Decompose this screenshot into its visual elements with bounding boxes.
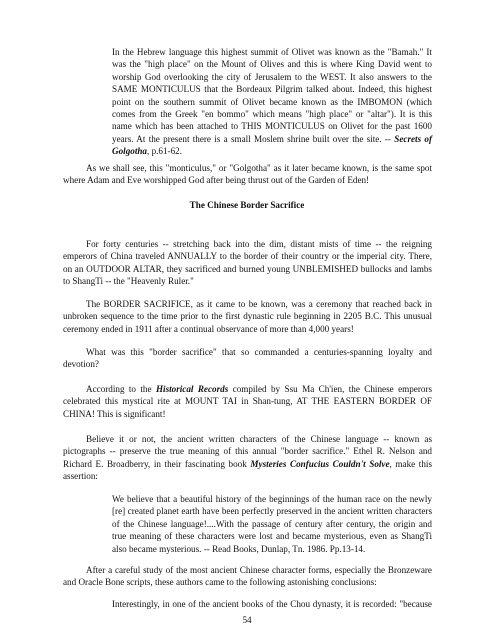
body-paragraph-border-sacrifice: The BORDER SACRIFICE, as it came to be known, was a ceremony that reached back in unbroken sequence to the time prior to the first dynastic rule beginning in 2205 B.C. This unusual ceremony ended in 1911 after a continual observance of more than 4,000 years! — [63, 299, 432, 334]
section-heading: The Chinese Border Sacrifice — [189, 200, 305, 210]
citation-mysteries-confucius: Mysteries Confucius Couldn't Solve — [250, 458, 390, 469]
quote-paragraph-chou-dynasty: Interestingly, in one of the ancient books of the Chou dynasty, it is recorded: "because — [112, 599, 432, 609]
body-paragraph-forty-centuries: For forty centuries -- stretching back into the dim, distant mists of time -- the reigning emperors of China traveled ANNUALLY to the border of their country or the imperial city. There, on an OUTDOOR ALTAR, they sacrificed and burned young UNBLEMISHED bullocks and lambs to ShangTi -- the "Heavenly Ruler." — [63, 239, 432, 287]
quote-paragraph-bamah: In the Hebrew language this highest summit of Olivet was known as the "Bamah." It was the "high place" on the Mount of Olives and this is where King David went to worship God overlooking the city of Jerusalem to the WEST. It also answers to the SAME MONTICULUS that the Bordeaux Pilgrim talked about. Indeed, this highest point on the southern summit of Olivet became known as the IMBOMON (which comes from the Greek "en bommo" which means "high place" or "altar"). It is this name which has been attached to THIS MONTICULUS on Olivet for the past 1600 years. At the present there is a small Moslem shrine built over the site. -- Secrets of Golgotha, p.61-62. — [112, 47, 433, 157]
body-paragraph-question: What was this "border sacrifice" that so commanded a centuries-spanning loyalty and devotion? — [63, 347, 432, 370]
citation-title: Secrets of Golgotha — [112, 133, 433, 157]
citation-historical-records: Historical Records — [155, 384, 229, 394]
body-paragraph-monticulus: As we shall see, this "monticulus," or "Golgotha" as it later became known, is the same spot where Adam and Eve worshipped God after being thrust out of the Garden of Eden! — [63, 163, 432, 186]
body-paragraph-historical-records: According to the Historical Records compiled by Ssu Ma Ch'ien, the Chinese emperors celebrated this mystical rite at MOUNT TAI in Shan-tung, AT THE EASTERN BORDER OF CHINA! This is significant! — [63, 384, 433, 419]
page-number: 54 — [242, 615, 252, 625]
body-paragraph-pictographs: Believe it or not, the ancient written characters of the Chinese language -- known as pictographs -- preserve the true meaning of this annual "border sacrifice." Ethel R. Nelson and Richard E. Broadberry, in their fascinating book Mysteries Confucius Couldn't Solve, make this assertion: — [63, 434, 432, 482]
body-paragraph-careful-study: After a careful study of the most ancient Chinese character forms, especially the Bronzeware and Oracle Bone scripts, these authors came to the following astonishing conclusions: — [63, 565, 432, 588]
quote-paragraph-chinese-language: We believe that a beautiful history of the beginnings of the human race on the newly [re] created planet earth have been perfectly preserved in the ancient written characters of the Chinese language!....With the passage of century after century, the origin and true meaning of these characters were lost and became mysterious, even as ShangTi also became mysterious. -- Read Books, Dunlap, Tn. 1986. Pp.13-14. — [112, 494, 432, 554]
